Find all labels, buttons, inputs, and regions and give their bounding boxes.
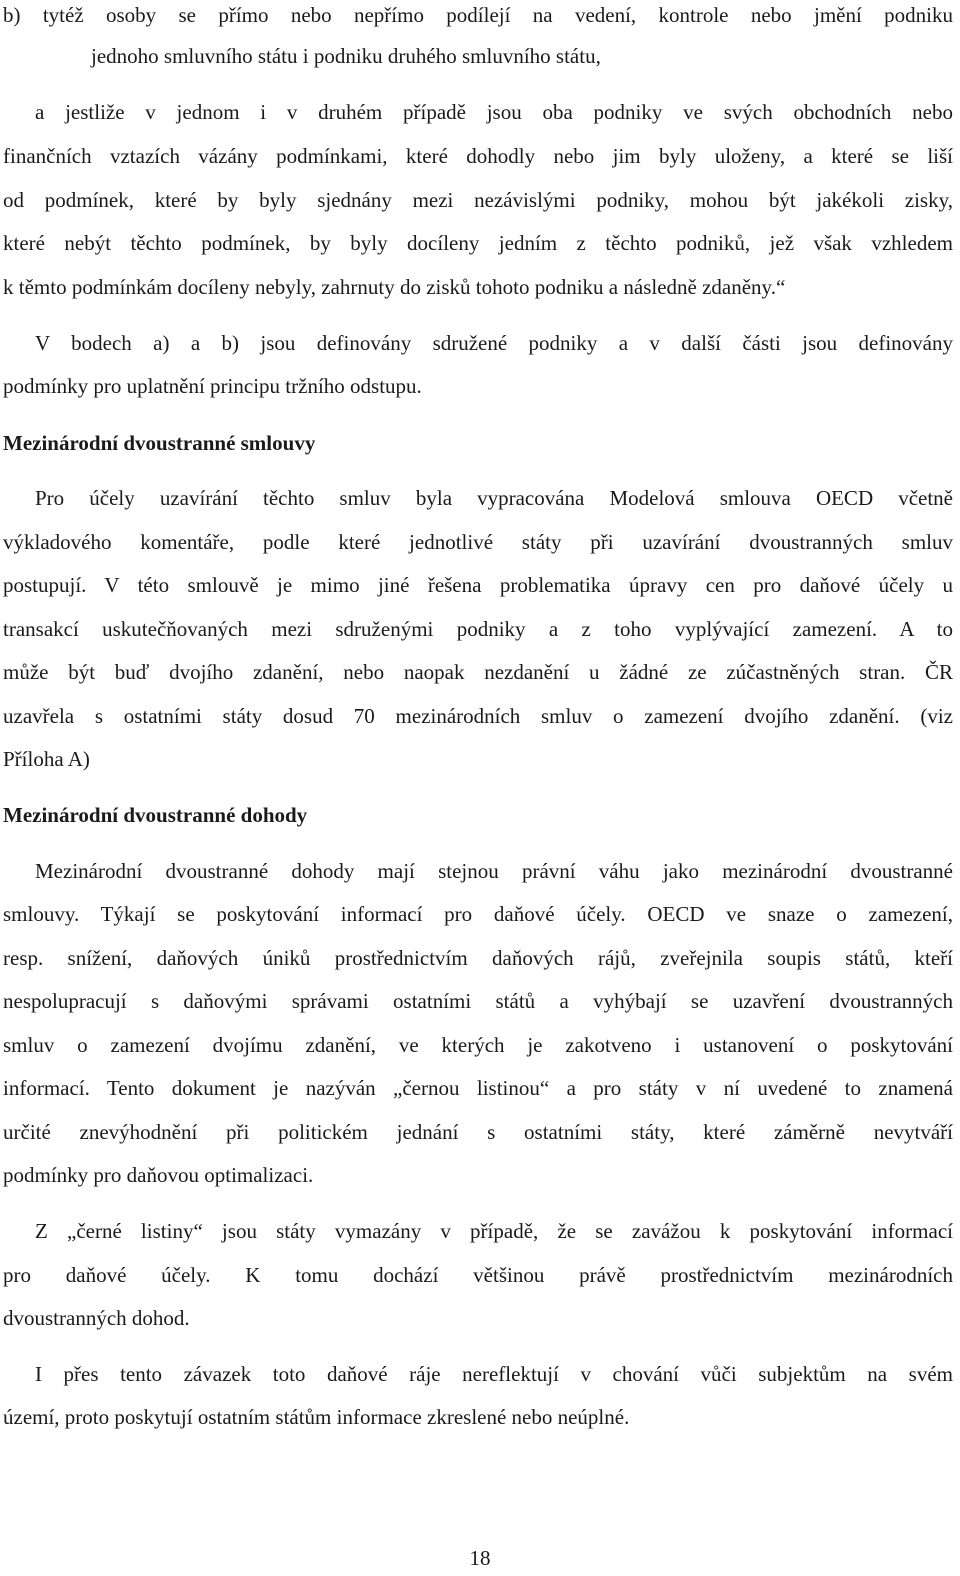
paragraph-1-line-5: k těmto podmínkám docíleny nebyly, zahrnuty do zisků tohoto podniku a následně zdaněny.“ [3,275,786,299]
paragraph-3-line-2: výkladového komentáře, podle které jednotlivé státy při uzavírání dvoustranných smluv [3,530,953,554]
paragraph-4-line-6: informací. Tento dokument je nazýván „černou listinou“ a pro státy v ní uvedené to znamená [3,1076,953,1100]
paragraph-1-line-3: od podmínek, které by byly sjednány mezi nezávislými podniky, mohou být jakékoli zisky, [3,188,953,212]
paragraph-3-line-7: Příloha A) [3,747,90,771]
paragraph-4-line-8: podmínky pro daňovou optimalizaci. [3,1163,314,1187]
list-item-b-line-2: jednoho smluvního státu i podniku druhého smluvního státu, [91,44,601,68]
list-item-b-line-1: b) tytéž osoby se přímo nebo nepřímo podílejí na vedení, kontrole nebo jmění podniku [3,3,953,27]
paragraph-1-line-1: a jestliže v jednom i v druhém případě jsou oba podniky ve svých obchodních nebo [35,100,953,124]
paragraph-6-line-1: I přes tento závazek toto daňové ráje nereflektují v chování vůči subjektům na svém [35,1362,953,1386]
paragraph-1-line-2: finančních vztazích vázány podmínkami, které dohodly nebo jim byly uloženy, a které se liší [3,144,953,168]
paragraph-2-line-2: podmínky pro uplatnění principu tržního odstupu. [3,374,422,398]
paragraph-3-line-3: postupují. V této smlouvě je mimo jiné řešena problematika úpravy cen pro daňové účely u [3,573,953,597]
paragraph-3-line-1: Pro účely uzavírání těchto smluv byla vypracována Modelová smlouva OECD včetně [35,486,953,510]
paragraph-1-line-4: které nebýt těchto podmínek, by byly docíleny jedním z těchto podniků, jež však vzhledem [3,231,953,255]
paragraph-4-line-3: resp. snížení, daňových úniků prostřednictvím daňových rájů, zveřejnila soupis států, kteří [3,946,953,970]
paragraph-4-line-2: smlouvy. Týkají se poskytování informací pro daňové účely. OECD ve snaze o zamezení, [3,902,953,926]
paragraph-4-line-7: určité znevýhodnění při politickém jednání s ostatními státy, které záměrně nevytváří [3,1120,953,1144]
paragraph-6-line-2: území, proto poskytují ostatním státům informace zkreslené nebo neúplné. [3,1405,630,1429]
paragraph-5-line-1: Z „černé listiny“ jsou státy vymazány v případě, že se zavážou k poskytování informací [35,1219,953,1243]
paragraph-4-line-1: Mezinárodní dvoustranné dohody mají stejnou právní váhu jako mezinárodní dvoustranné [35,859,953,883]
section-heading-dohody: Mezinárodní dvoustranné dohody [3,803,308,827]
paragraph-4-line-4: nespolupracují s daňovými správami ostatními států a vyhýbají se uzavření dvoustranných [3,989,953,1013]
section-heading-smlouvy: Mezinárodní dvoustranné smlouvy [3,431,316,455]
paragraph-5-line-2: pro daňové účely. K tomu dochází většinou právě prostřednictvím mezinárodních [3,1263,953,1287]
paragraph-4-line-5: smluv o zamezení dvojímu zdanění, ve kterých je zakotveno i ustanovení o poskytování [3,1033,953,1057]
paragraph-3-line-5: může být buď dvojího zdanění, nebo naopak nezdanění u žádné ze zúčastněných stran. ČR [3,660,953,684]
paragraph-2-line-1: V bodech a) a b) jsou definovány sdružené podniky a v další části jsou definovány [35,331,953,355]
paragraph-3-line-6: uzavřela s ostatními státy dosud 70 mezinárodních smluv o zamezení dvojího zdanění. (viz [3,704,953,728]
paragraph-3-line-4: transakcí uskutečňovaných mezi sdruženými podniky a z toho vyplývající zamezení. A to [3,617,953,641]
page-number: 18 [469,1546,491,1570]
paragraph-5-line-3: dvoustranných dohod. [3,1306,190,1330]
